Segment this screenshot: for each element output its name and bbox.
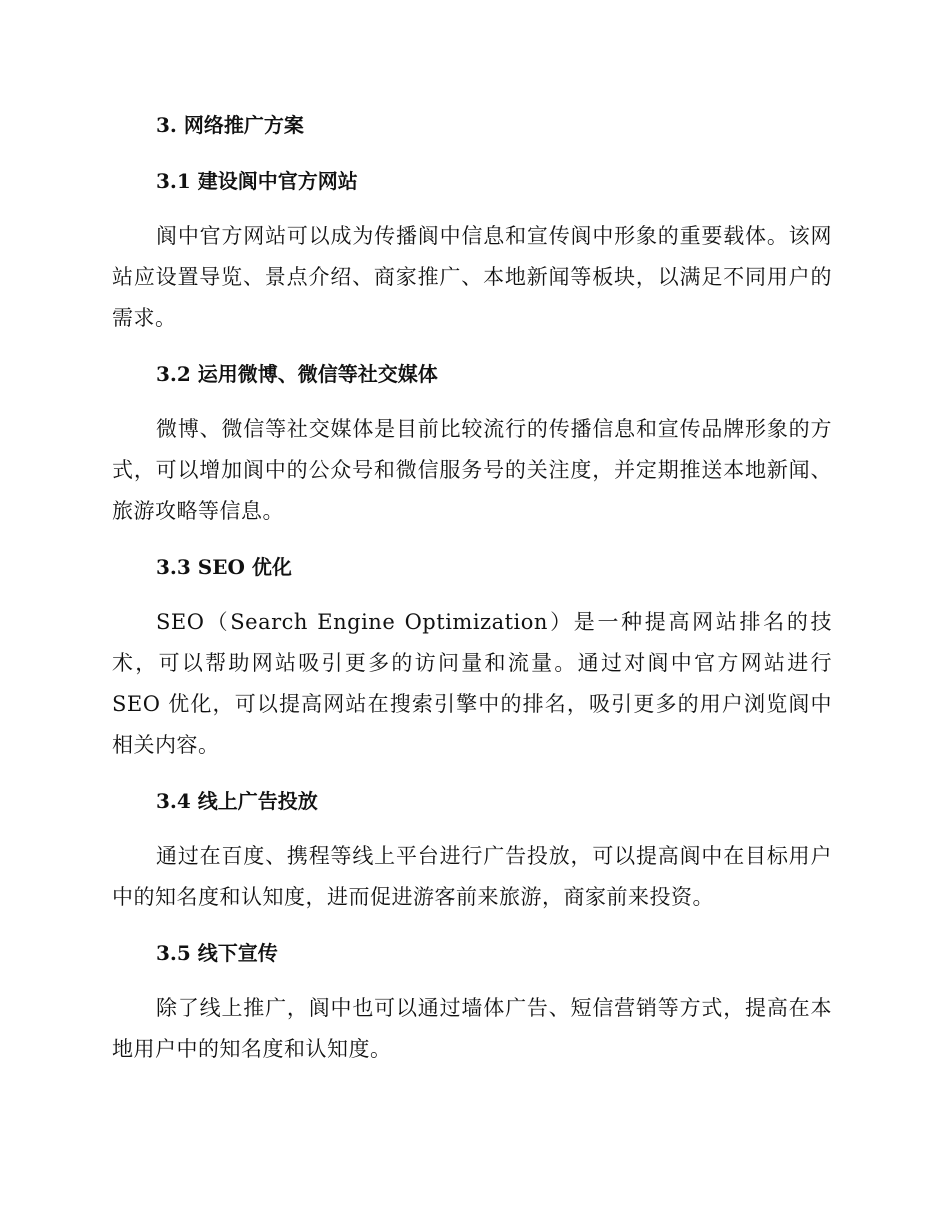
subsection-body-3-1: 阆中官方网站可以成为传播阆中信息和宣传阆中形象的重要载体。该网站应设置导览、景点介绍、商家推广、本地新闻等板块，以满足不同用户的需求。 — [112, 224, 832, 330]
subsection-heading-3-5: 3.5 线下宣传 — [156, 941, 278, 965]
subsection-heading-3-2: 3.2 运用微博、微信等社交媒体 — [156, 362, 438, 386]
subsection-body-3-2: 微博、微信等社交媒体是目前比较流行的传播信息和宣传品牌形象的方式，可以增加阆中的公众号和微信服务号的关注度，并定期推送本地新闻、旅游攻略等信息。 — [112, 417, 832, 523]
document-content — [112, 110, 832, 1070]
section-title: 3. 网络推广方案 — [156, 113, 304, 137]
subsection-heading-3-3: 3.3 SEO 优化 — [156, 555, 292, 579]
subsection-body-3-3: SEO（Search Engine Optimization）是一种提高网站排名的技术，可以帮助网站吸引更多的访问量和流量。通过对阆中官方网站进行 SEO 优化，可以提高网站在搜索引擎中的排名，吸引更多的用户浏览阆中相关内容。 — [112, 610, 832, 757]
subsection-heading-3-4: 3.4 线上广告投放 — [156, 789, 318, 813]
subsection-heading-3-1: 3.1 建设阆中官方网站 — [156, 169, 358, 193]
subsection-body-3-5: 除了线上推广，阆中也可以通过墙体广告、短信营销等方式，提高在本地用户中的知名度和认知度。 — [112, 996, 832, 1061]
subsection-body-3-4: 通过在百度、携程等线上平台进行广告投放，可以提高阆中在目标用户中的知名度和认知度，进而促进游客前来旅游，商家前来投资。 — [112, 844, 832, 909]
